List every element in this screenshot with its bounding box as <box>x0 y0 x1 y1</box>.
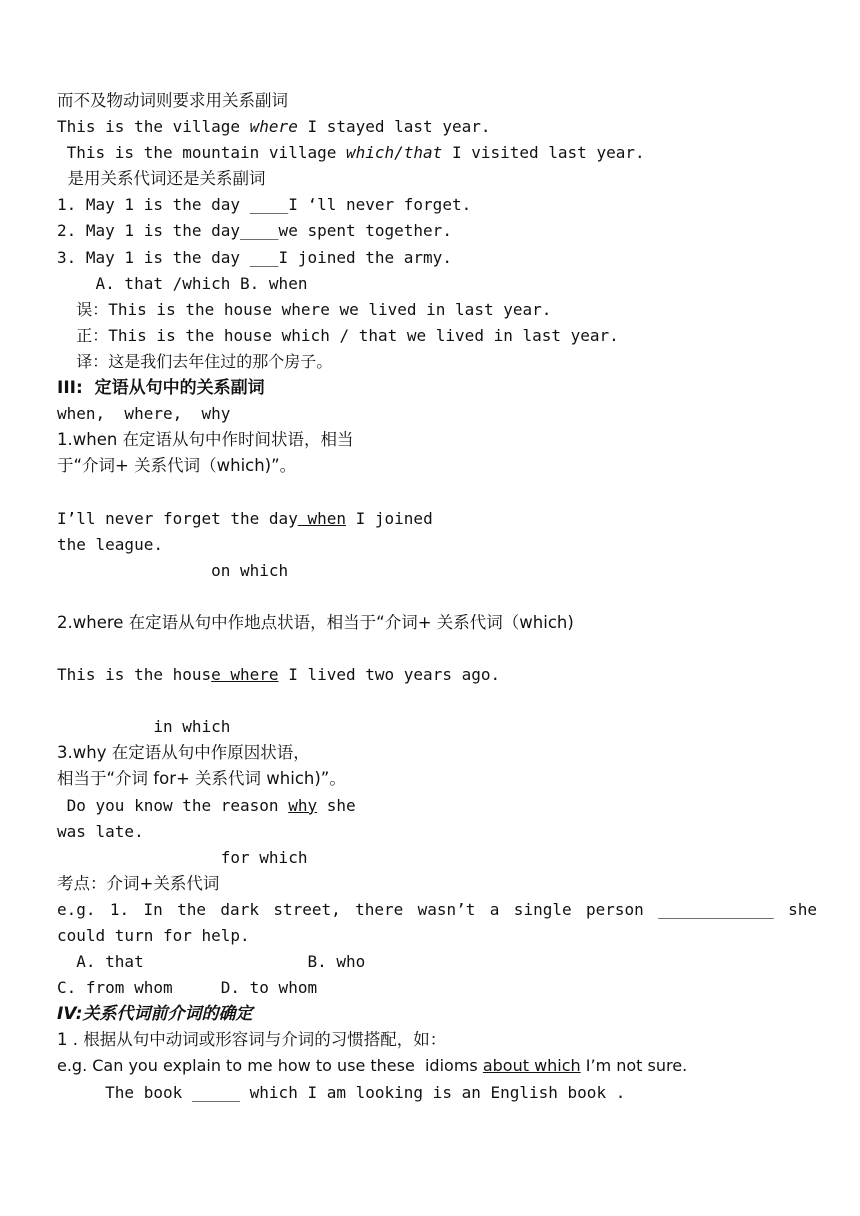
blank-line <box>57 584 817 610</box>
text-line: 于“介词+ 关系代词（which)”。 <box>57 456 297 476</box>
text-run: This is the hous <box>57 665 212 685</box>
example-sentence <box>57 140 817 166</box>
exercise-item: The book _____ which I am looking is an English book . <box>57 1082 626 1102</box>
text-run: I’m not sure. <box>580 1056 688 1076</box>
text-run: I stayed last year. <box>297 117 491 137</box>
answer-options: A. that B. who <box>57 952 366 972</box>
exercise-item: 3. May 1 is the day ___I joined the army. <box>57 247 452 267</box>
text-line: 1.when 在定语从句中作时间状语，相当 <box>57 430 354 450</box>
example-sentence <box>57 506 817 532</box>
text-run: I visited last year. <box>442 143 645 163</box>
text-run: This is the mountain village <box>57 143 346 163</box>
equivalent-note: for which <box>57 847 308 867</box>
text-line: 是用关系代词还是关系副词 <box>57 169 266 189</box>
emphasis-word: where <box>249 117 298 137</box>
underlined-word: why <box>288 795 318 815</box>
text-run: she <box>317 795 356 815</box>
emphasis-word: which/that <box>345 143 443 163</box>
document-page <box>57 88 817 1106</box>
text-line: 考点：介词+关系代词 <box>57 873 220 893</box>
answer-options: C. from whom D. to whom <box>57 978 318 998</box>
text-run: Do you know the reason <box>57 795 289 815</box>
text-line: when, where, why <box>57 404 231 424</box>
exercise-item: 1. May 1 is the day ____I ‘ll never forget. <box>57 195 472 215</box>
answer-options: A. that /which B. when <box>57 273 308 293</box>
underlined-word: when <box>297 508 346 528</box>
example-sentence <box>57 1053 817 1079</box>
underlined-word: about which <box>482 1056 581 1076</box>
section-heading-iii: III: 定语从句中的关系副词 <box>57 378 265 399</box>
exercise-item: 2. May 1 is the day____we spent together. <box>57 221 452 241</box>
section-heading-iv: IV:关系代词前介词的确定 <box>57 1004 253 1025</box>
translation: 译：这是我们去年住过的那个房子。 <box>57 351 333 371</box>
text-line: 相当于“介词 for+ 关系代词 which)”。 <box>57 769 346 789</box>
equivalent-note: in which <box>57 717 231 737</box>
text-line: 2.where 在定语从句中作地点状语，相当于“介词+ 关系代词（which) <box>57 612 574 632</box>
blank-line <box>57 479 817 505</box>
text-run: I joined <box>346 508 433 528</box>
text-run: e.g. Can you explain to me how to use these idioms <box>57 1056 483 1076</box>
underlined-word: e where <box>211 665 279 685</box>
blank-line <box>57 636 817 662</box>
text-line: the league. <box>57 534 163 554</box>
text-line: was late. <box>57 821 144 841</box>
blank-line <box>57 688 817 714</box>
equivalent-note: on which <box>57 560 289 580</box>
correct-example: 正：This is the house which / that we lived in last year. <box>57 325 619 345</box>
example-sentence <box>57 662 817 688</box>
text-line: 而不及物动词则要求用关系副词 <box>57 91 288 110</box>
text-line: 1 . 根据从句中动词或形容词与介词的习惯搭配，如： <box>57 1030 447 1050</box>
text-line: could turn for help. <box>57 926 250 945</box>
text-run: I lived two years ago. <box>278 665 501 685</box>
text-line: 3.why 在定语从句中作原因状语， <box>57 743 310 763</box>
example-sentence <box>57 793 817 819</box>
wrong-example: 误：This is the house where we lived in last year. <box>57 299 552 319</box>
exercise-item: e.g. 1. In the dark street, there wasn’t a single person ____________ she <box>57 899 817 919</box>
text-run: This is the village <box>57 117 250 137</box>
example-sentence <box>57 114 817 140</box>
text-run: I’ll never forget the day <box>57 508 298 528</box>
